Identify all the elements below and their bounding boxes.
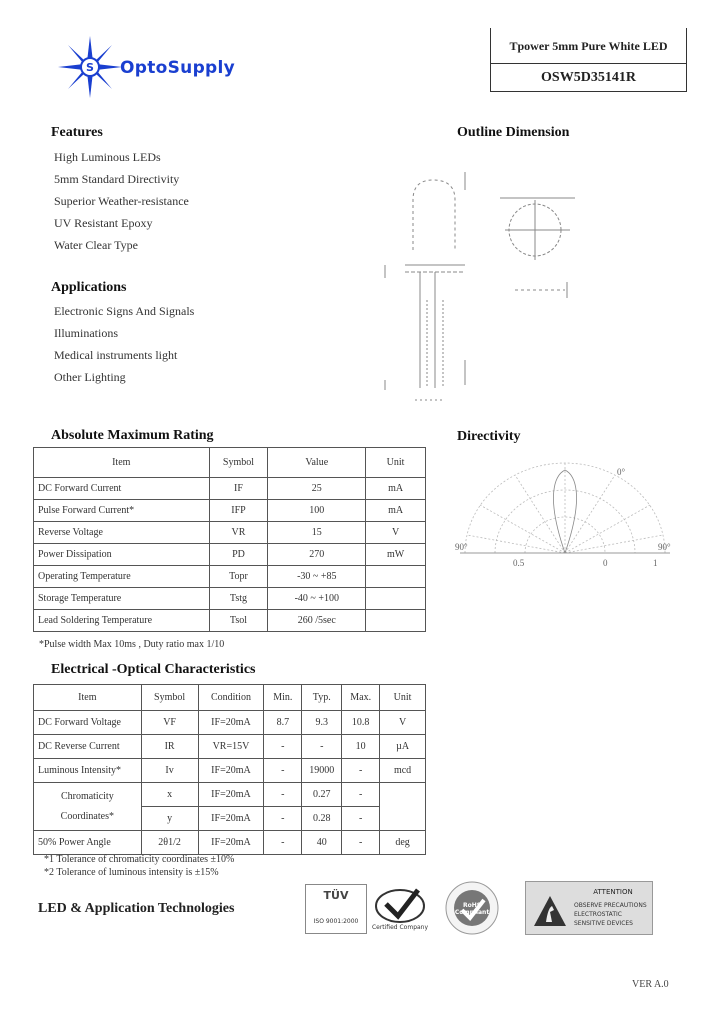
- col-header: Item: [34, 448, 210, 478]
- company-name: LED & Application Technologies: [38, 901, 235, 916]
- brand-name: OptoSupply: [120, 58, 236, 78]
- applications-list: [54, 304, 194, 392]
- brand-logo: [58, 36, 278, 96]
- features-list: [54, 150, 189, 260]
- col-header: Symbol: [141, 685, 198, 711]
- list-item: Medical instruments light: [54, 348, 178, 362]
- list-item: High Luminous LEDs: [54, 150, 161, 164]
- svg-text:S: S: [86, 61, 94, 74]
- directivity-label-x-right: 1: [653, 558, 658, 568]
- table-row: y IF=20mA - 0.28 -: [34, 807, 426, 831]
- table-header-row: [34, 685, 426, 711]
- directivity-label-x-left: 0.5: [513, 558, 525, 568]
- col-header: Condition: [198, 685, 264, 711]
- list-item: UV Resistant Epoxy: [54, 216, 153, 230]
- esd-attention-box: ATTENTION OBSERVE PRECAUTIONS ELECTROSTATIC SENSITIVE DEVICES: [525, 881, 653, 935]
- col-header: Item: [34, 685, 142, 711]
- table-row: DC Forward Current IF 25 mA: [34, 478, 426, 500]
- abs-max-heading: Absolute Maximum Rating: [51, 428, 214, 443]
- table-row: Reverse Voltage VR 15 V: [34, 522, 426, 544]
- list-item: Water Clear Type: [54, 238, 138, 252]
- chromaticity-label: Chromaticity Coordinates*: [34, 783, 142, 831]
- outline-drawing: [375, 160, 585, 410]
- list-item: 5mm Standard Directivity: [54, 172, 180, 186]
- directivity-label-top: 0°: [617, 467, 626, 477]
- directivity-label-left-angle: 90°: [455, 542, 468, 552]
- abs-max-table: [33, 447, 426, 632]
- checkmark-icon: [370, 884, 430, 924]
- col-header: Max.: [342, 685, 380, 711]
- table-row: Operating Temperature Topr -30 ~ +85: [34, 566, 426, 588]
- table-row: 50% Power Angle 2θ1/2 IF=20mA - 40 - deg: [34, 831, 426, 855]
- star-logo-icon: [58, 36, 122, 98]
- table-row: Luminous Intensity* Iv IF=20mA - 19000 - mcd: [34, 759, 426, 783]
- eo-note-2: *2 Tolerance of luminous intensity is ±15%: [44, 867, 219, 878]
- table-row: DC Reverse Current IR VR=15V - - 10 µA: [34, 735, 426, 759]
- esd-warning-icon: [532, 894, 568, 928]
- eo-heading: Electrical -Optical Characteristics: [51, 662, 256, 677]
- directivity-label-right-angle: 90°: [658, 542, 671, 552]
- tuv-badge: TÜV ISO 9001:2000: [305, 884, 367, 934]
- col-header: Unit: [366, 448, 426, 478]
- outline-heading: Outline Dimension: [457, 125, 570, 140]
- list-item: Illuminations: [54, 326, 118, 340]
- abs-max-note: *Pulse width Max 10ms , Duty ratio max 1/10: [39, 639, 225, 650]
- col-header: Min.: [264, 685, 302, 711]
- directivity-label-x-mid: 0: [603, 558, 608, 568]
- table-row: Storage Temperature Tstg -40 ~ +100: [34, 588, 426, 610]
- part-number: OSW5D35141R: [541, 70, 636, 85]
- table-header-row: [34, 448, 426, 478]
- table-row: DC Forward Voltage VF IF=20mA 8.7 9.3 10.8 V: [34, 711, 426, 735]
- col-header: Typ.: [302, 685, 342, 711]
- table-row: Power Dissipation PD 270 mW: [34, 544, 426, 566]
- list-item: Other Lighting: [54, 370, 126, 384]
- directivity-heading: Directivity: [457, 429, 521, 444]
- col-header: Value: [268, 448, 366, 478]
- list-item: Superior Weather-resistance: [54, 194, 189, 208]
- version-label: VER A.0: [632, 979, 669, 990]
- applications-heading: Applications: [51, 280, 127, 295]
- tuv-icon: TÜV: [323, 889, 349, 902]
- table-row: Lead Soldering Temperature Tsol 260 /5sec: [34, 610, 426, 632]
- list-item: Electronic Signs And Signals: [54, 304, 195, 318]
- eo-note-1: *1 Tolerance of chromaticity coordinates ±10%: [44, 854, 235, 865]
- eo-table: [33, 684, 426, 855]
- features-heading: Features: [51, 125, 103, 140]
- directivity-polar-chart: [455, 455, 675, 570]
- title-box: [490, 28, 687, 92]
- col-header: Symbol: [209, 448, 268, 478]
- product-title: Tpower 5mm Pure White LED: [509, 39, 668, 53]
- col-header: Unit: [380, 685, 426, 711]
- rohs-badge: RoHS Compliant: [440, 880, 504, 936]
- table-row: Chromaticity Coordinates* x IF=20mA - 0.27 -: [34, 783, 426, 807]
- certified-badge: Certified Company: [370, 884, 430, 934]
- table-row: Pulse Forward Current* IFP 100 mA: [34, 500, 426, 522]
